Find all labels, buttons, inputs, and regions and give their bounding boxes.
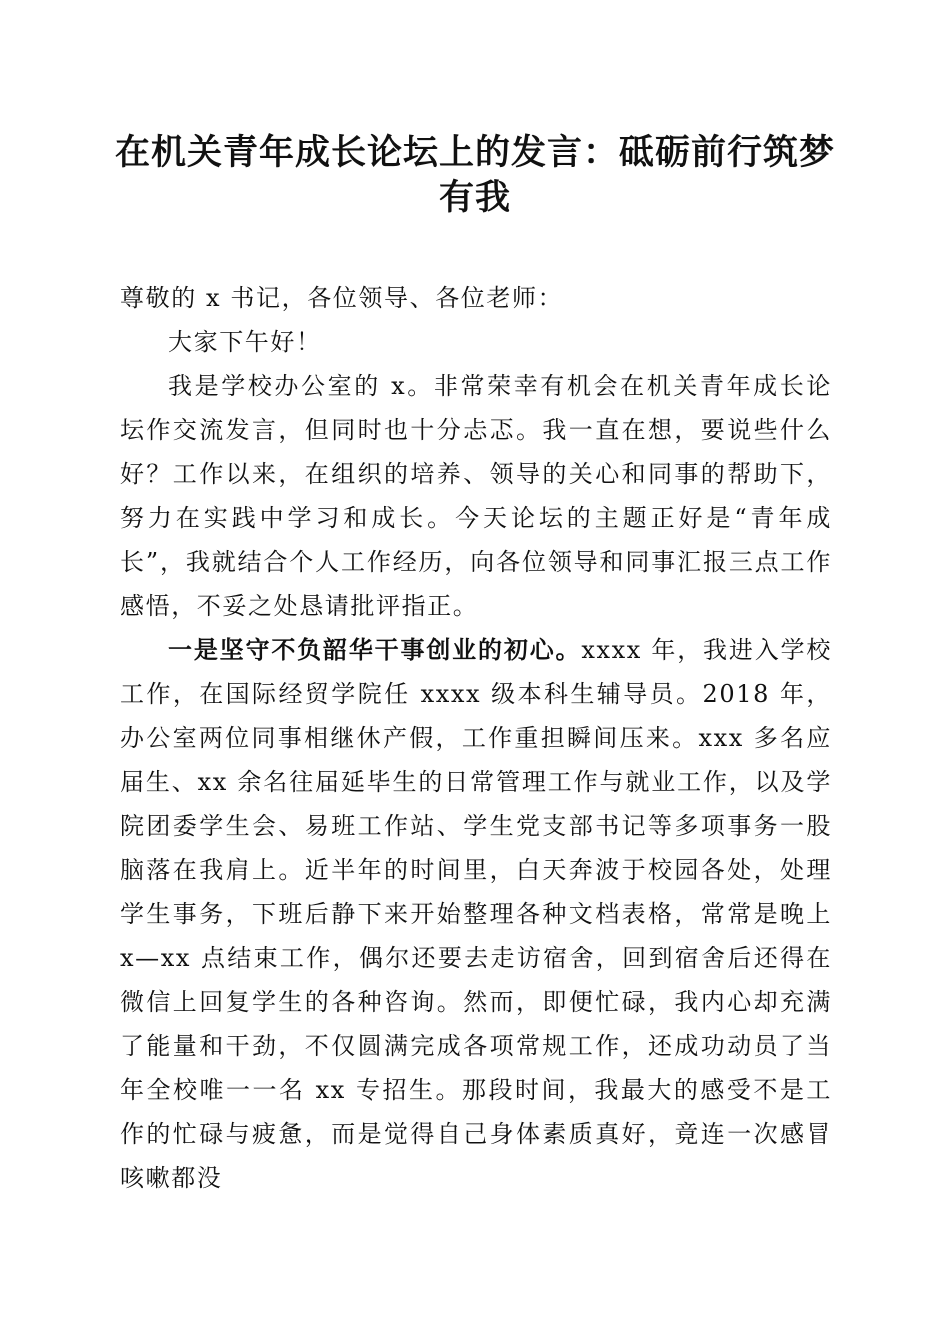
point-1-body: xxxx 年，我进入学校工作，在国际经贸学院任 xxxx 级本科生辅导员。2018 年，办公室两位同事相继休产假，工作重担瞬间压来。xxx 多名应届生、xx 余名往届延毕生的日常管理工作与就业工作，以及学院团委学生会、易班工作站、学生党支部书记等多项事务一股脑落在我肩上。近半年的时间里，白天奔波于校园各处，处理学生事务，下班后静下来开始整理各种文档表格，常常是晚上 x—xx 点结束工作，偶尔还要去走访宿舍，回到宿舍后还得在微信上回复学生的各种咨询。然而，即便忙碌，我内心却充满了能量和干劲，不仅圆满完成各项常规工作，还成功动员了当年全校唯一一名 xx 专招生。那段时间，我最大的感受不是工作的忙碌与疲惫，而是觉得自己身体素质真好，竟连一次感冒咳嗽都没 bbox=[120, 636, 832, 1192]
point-1-heading: 一是坚守不负韶华干事创业的初心。 bbox=[168, 635, 582, 664]
title-line-1: 在机关青年成长论坛上的发言：砥砺前行筑梦 bbox=[114, 132, 835, 173]
title-line-2: 有我 bbox=[438, 177, 511, 218]
greeting: 大家下午好！ bbox=[168, 328, 322, 356]
document-body bbox=[120, 276, 832, 1200]
paragraph-point-1 bbox=[120, 628, 832, 1200]
paragraph-intro: 我是学校办公室的 x。非常荣幸有机会在机关青年成长论坛作交流发言，但同时也十分忐忑。我一直在想，要说些什么好？工作以来，在组织的培养、领导的关心和同事的帮助下，努力在实践中学习和成长。今天论坛的主题正好是“青年成长”，我就结合个人工作经历，向各位领导和同事汇报三点工作感悟，不妥之处恳请批评指正。 bbox=[120, 372, 832, 620]
document-title bbox=[100, 130, 850, 220]
salutation: 尊敬的 x 书记，各位领导、各位老师： bbox=[120, 284, 564, 312]
